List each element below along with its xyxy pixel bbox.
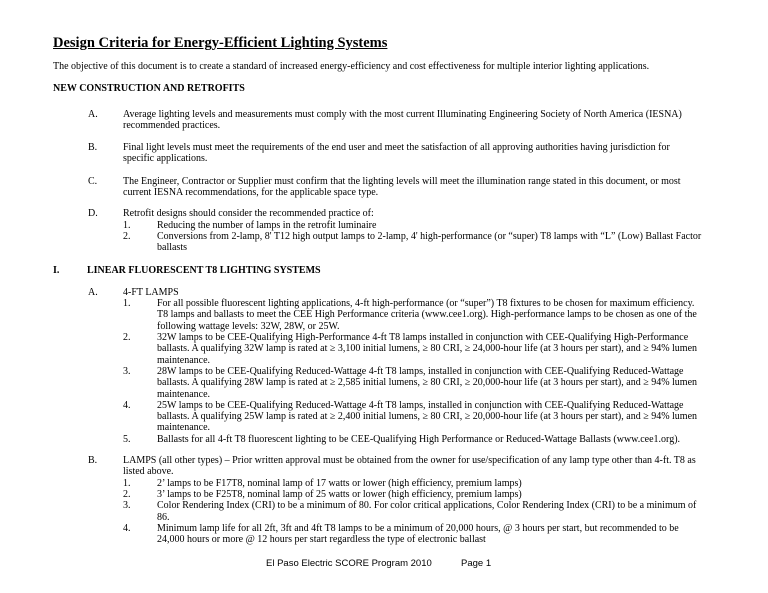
sub-item-text: Reducing the number of lamps in the retrofit luminaire: [157, 219, 377, 231]
item-label: D.: [88, 208, 98, 220]
objective-paragraph: The objective of this document is to create a standard of increased energy-efficiency and cost effectiveness for multiple interior lighting applications.: [53, 61, 650, 72]
section-heading: LINEAR FLUORESCENT T8 LIGHTING SYSTEMS: [87, 264, 321, 276]
sub-item-text: Conversions from 2-lamp, 8' T12 high output lamps to 2-lamp, 4' high-performance (or “super) T8 lamps with “L” (Low) Ballast Factor ballasts: [157, 230, 702, 254]
sub-item-label: 3.: [123, 365, 131, 377]
item-text: 4-FT LAMPS: [123, 286, 179, 298]
sub-item-text: Minimum lamp life for all 2ft, 3ft and 4ft T8 lamps to be a minimum of 20,000 hours, @ 3 hours per start, but recommended to be 24,000 hours or more @ 12 hours per start regardless the type of electronic ballast: [157, 522, 679, 546]
item-label: A.: [88, 286, 98, 298]
sub-list-item: [0, 332, 705, 366]
sub-list-item: [0, 489, 705, 500]
sub-list-item: [0, 434, 705, 445]
sub-item-label: 4.: [123, 522, 131, 534]
sub-item-text: 2’ lamps to be F17T8, nominal lamp of 17 watts or lower (high efficiency, premium lamps): [157, 477, 522, 489]
sub-item-label: 1.: [123, 298, 131, 310]
sub-item-label: 1.: [123, 477, 131, 489]
sub-list-item: [0, 220, 705, 231]
sub-item-label: 4.: [123, 399, 131, 411]
sub-item-label: 5.: [123, 433, 131, 445]
list-item: [0, 208, 703, 219]
item-label: A.: [88, 108, 98, 120]
sub-item-text: For all possible fluorescent lighting applications, 4-ft high-performance (or “super”) T8 fixtures to be chosen for maximum efficiency. T8 lamps and ballasts to meet the CEE High Performance criteria (www.cee1.org). High-performance lamps to be chosen as one of the following wattage levels: 32W, 28W, or 25W.: [157, 298, 697, 332]
sub-item-label: 2.: [123, 230, 131, 242]
sub-item-text: Ballasts for all 4-ft T8 fluorescent lighting to be CEE-Qualifying High Performance or Reduced-Wattage Ballasts (www.cee1.org).: [157, 433, 681, 445]
item-text: The Engineer, Contractor or Supplier must confirm that the lighting levels will meet the illumination range stated in this document, or most current IESNA recommendations, for the applicable space type.: [123, 175, 681, 199]
item-label: B.: [88, 142, 98, 154]
list-item: [0, 176, 703, 199]
footer-page-number: Page 1: [461, 558, 492, 570]
list-item: [0, 287, 703, 298]
sub-list-item: [0, 478, 705, 489]
sub-item-label: 1.: [123, 219, 131, 231]
item-text: Final light levels must meet the requirements of the end user and meet the satisfaction of all approving authorities having jurisdiction for specific applications.: [123, 142, 670, 165]
section-heading-new-construction: NEW CONSTRUCTION AND RETROFITS: [53, 83, 245, 95]
page-footer: [0, 558, 768, 570]
document-title: Design Criteria for Energy-Efficient Lighting Systems: [53, 35, 388, 51]
sub-item-label: 2.: [123, 488, 131, 500]
section-numeral: I.: [53, 264, 60, 276]
item-label: C.: [88, 175, 98, 187]
sub-item-label: 2.: [123, 332, 131, 344]
list-item: [0, 109, 703, 132]
sub-item-text: 32W lamps to be CEE-Qualifying High-Performance 4-ft T8 lamps installed in conjunction with CEE-Qualifying High-Performance ballasts. A qualifying 32W lamp is rated at ≥ 3,100 initial lumens, ≥ 80 CRI, ≥ 24,000-hour life (at 3 hours per start), and ≥ 94% lumen maintenance.: [157, 332, 698, 366]
sub-list-item: [0, 366, 705, 400]
sub-list-item: [0, 523, 705, 546]
list-item: [0, 455, 703, 478]
item-label: B.: [88, 455, 98, 467]
section-heading-linear-fluorescent: [0, 265, 768, 276]
sub-list-item: [0, 231, 705, 254]
item-text: Average lighting levels and measurements must comply with the most current Illuminating Engineering Society of North America (IESNA) recommended practices.: [123, 108, 682, 131]
sub-item-text: 3’ lamps to be F25T8, nominal lamp of 25 watts or lower (high efficiency, premium lamps): [157, 488, 522, 500]
sub-item-text: 25W lamps to be CEE-Qualifying Reduced-Wattage 4-ft T8 lamps, installed in conjunction with CEE-Qualifying Reduced-Wattage ballasts. A qualifying 25W lamp is rated at ≥ 2,400 initial lumens, ≥ 80 CRI, ≥ 20,000-hour life (at 3 hours per start), and ≥ 94% lumen maintenance.: [157, 399, 698, 434]
item-text: LAMPS (all other types) – Prior written approval must be obtained from the owner for use/specification of any lamp type other than 4-ft. T8 as listed above.: [123, 455, 696, 478]
sub-item-text: Color Rendering Index (CRI) to be a minimum of 80. For color critical applications, Color Rendering Index (CRI) to be a minimum of 86.: [157, 500, 697, 523]
list-item: [0, 142, 703, 165]
sub-item-label: 3.: [123, 500, 131, 512]
sub-list-item: [0, 500, 705, 523]
footer-program: El Paso Electric SCORE Program 2010: [266, 558, 432, 570]
item-text: Retrofit designs should consider the recommended practice of:: [123, 208, 374, 220]
sub-item-text: 28W lamps to be CEE-Qualifying Reduced-Wattage 4-ft T8 lamps, installed in conjunction with CEE-Qualifying Reduced-Wattage ballasts. A qualifying 28W lamp is rated at ≥ 2,585 initial lumens, ≥ 80 CRI, ≥ 20,000-hour life (at 3 hours per start), and ≥ 94% lumen maintenance.: [157, 365, 698, 400]
sub-list-item: [0, 400, 705, 434]
sub-list-item: [0, 298, 705, 332]
